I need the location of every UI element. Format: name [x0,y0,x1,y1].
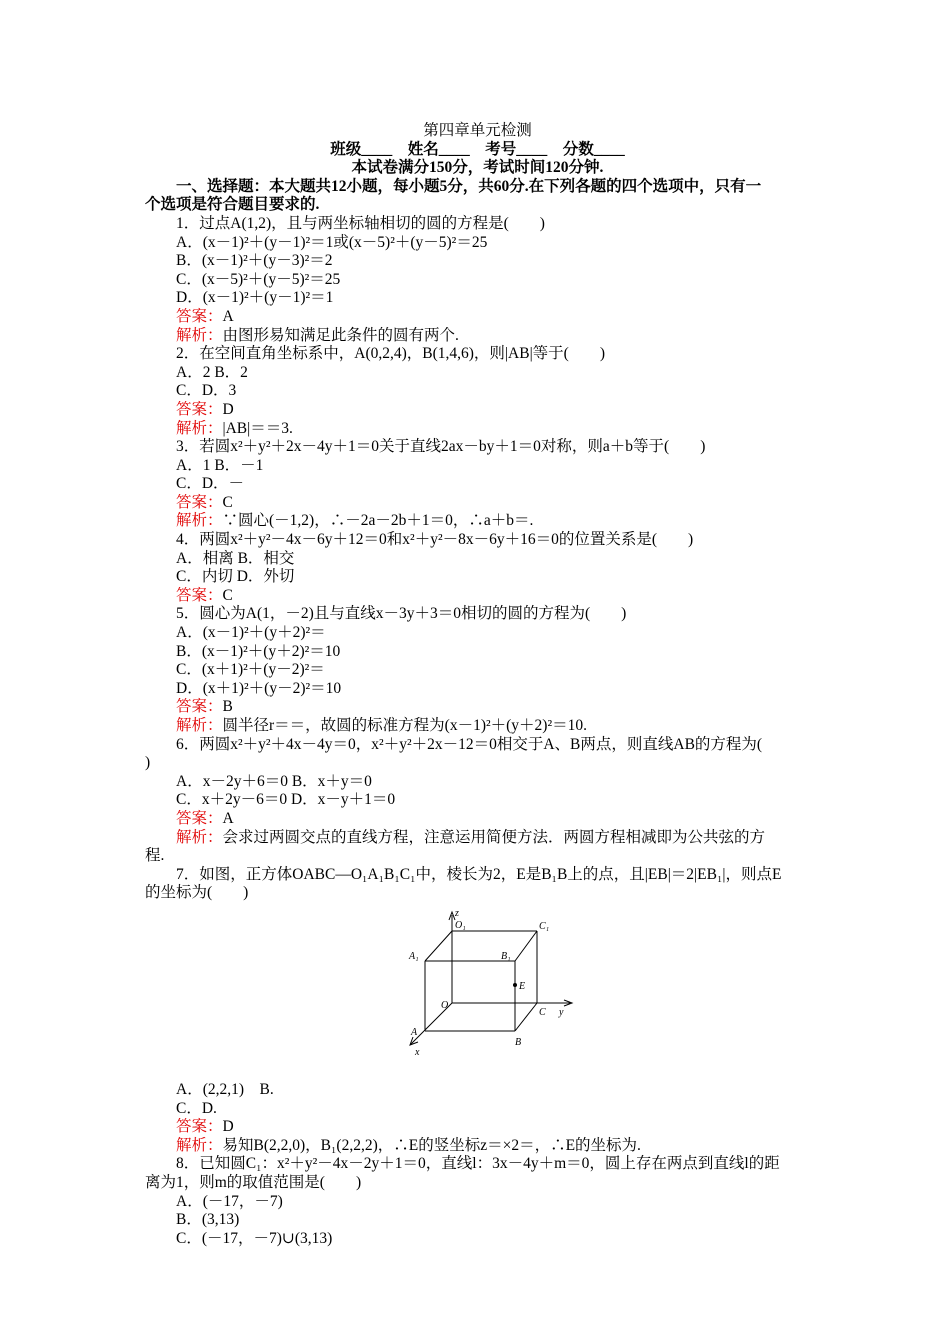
answer-label: 答案： [176,1118,223,1136]
analysis-label: 解析： [176,419,223,437]
label-z: z [455,907,459,919]
q8-option-c: C．(－17，－7)∪(3,13) [176,1229,333,1247]
q1-analysis [145,327,810,346]
label-e: E [519,980,526,992]
point-e [513,983,517,987]
q7-analysis [145,1137,810,1156]
q8-stem: 8．已知圆C₁：x²＋y²－4x－2y＋1＝0，直线l：3x－4y＋m＝0，圆上存在两点到直线l的距 [176,1155,780,1173]
q6-stem: 6．两圆x²＋y²＋4x－4y＝0，x²＋y²＋2x－12＝0相交于A、B两点，则直线AB的方程为( [176,735,763,753]
cube-figure [145,903,810,1081]
q1-option-d: D．(x－1)²＋(y－1)²＝1 [176,289,334,307]
label-c1: C₁ [539,920,550,932]
analysis-label: 解析： [176,1136,223,1154]
q1-option-a: A．(x－1)²＋(y－1)²＝1或(x－5)²＋(y－5)²＝25 [176,233,488,251]
label-b1: B₁ [501,950,511,962]
q2-options-ab: A．2 B．2 [176,363,248,381]
q3-answer-value: C [222,493,233,511]
q5-option-b: B．(x－1)²＋(y＋2)²＝10 [176,642,341,660]
q8-stem-cont: 离为1，则m的取值范围是( ) [145,1173,362,1191]
analysis-label: 解析： [176,512,223,530]
q1-answer [145,308,810,327]
q5-analysis [145,717,810,736]
answer-label: 答案： [176,809,223,827]
section-heading-cont: 个选项是符合题目要求的. [145,196,320,214]
q5-stem: 5．圆心为A(1，－2)且与直线x－3y＋3＝0相切的圆的方程为( ) [176,605,627,623]
q4-answer [145,587,810,606]
answer-label: 答案： [176,400,223,418]
q2-answer [145,401,810,420]
q4-answer-value: C [222,586,233,604]
q2-analysis [145,420,810,439]
q1-option-c: C．(x－5)²＋(y－5)²＝25 [176,270,341,288]
q1-answer-value: A [222,307,234,325]
q5-option-c: C．(x＋1)²＋(y－2)²＝ [176,661,325,679]
q6-answer [145,810,810,829]
analysis-label: 解析： [176,828,223,846]
label-a1: A₁ [409,950,419,962]
answer-label: 答案： [176,493,223,511]
q2-analysis-text: |AB|＝＝3. [222,419,293,437]
q3-options-cd: C．D．－ [176,475,245,493]
label-y: y [559,1006,564,1018]
q7-analysis-text: 易知B(2,2,0)，B₁(2,2,2)，∴E的竖坐标z＝×2＝，∴E的坐标为. [222,1136,641,1154]
q6-analysis-text: 会求过两圆交点的直线方程，注意运用简便方法．两圆方程相减即为公共弦的方 [222,828,766,846]
q5-option-a: A．(x－1)²＋(y＋2)²＝ [176,624,326,642]
q3-analysis [145,512,810,531]
q5-option-d: D．(x＋1)²＋(y－2)²＝10 [176,679,342,697]
q8-option-b: B．(3,13) [176,1211,240,1229]
q4-options-ab: A．相离 B．相交 [176,549,295,567]
label-x: x [415,1046,420,1058]
q7-answer-value: D [222,1118,234,1136]
q5-analysis-text: 圆半径r＝＝，故圆的标准方程为(x－1)²＋(y＋2)²＝10. [222,717,587,734]
q7-stem-cont: 的坐标为( ) [145,884,249,902]
q7-options-cd: C．D. [176,1099,217,1117]
q1-analysis-text: 由图形易知满足此条件的圆有两个. [222,326,459,344]
q6-answer-value: A [222,809,234,827]
label-o1: O₁ [455,919,466,931]
edge-o1-a1 [425,931,452,961]
q6-stem-cont: ) [145,754,151,772]
label-a: A [411,1026,418,1038]
document-page [145,122,810,1248]
q8-option-a: A．(－17，－7) [176,1192,283,1210]
exam-note: 本试卷满分150分，考试时间120分钟. [351,159,604,177]
edge-b-c [515,1003,537,1031]
edge-c1-b1 [515,931,537,961]
q7-answer [145,1118,810,1137]
answer-label: 答案： [176,586,223,604]
q6-analysis-cont: 程. [145,847,165,865]
q2-options-cd: C．D．3 [176,382,237,400]
q5-answer [145,698,810,717]
q4-options-cd: C．内切 D．外切 [176,568,295,586]
page-title: 第四章单元检测 [423,122,532,139]
analysis-label: 解析： [176,326,223,344]
analysis-label: 解析： [176,717,223,734]
q3-answer [145,494,810,513]
q2-stem: 2．在空间直角坐标系中，A(0,2,4)，B(1,4,6)，则|AB|等于( ) [176,345,605,363]
q3-analysis-text: ∵圆心(－1,2)，∴－2a－2b＋1＝0，∴a＋b＝. [222,512,534,530]
answer-label: 答案： [176,307,223,325]
answer-label: 答案： [176,698,223,716]
q6-options-cd: C．x＋2y－6＝0 D．x－y＋1＝0 [176,791,396,809]
q7-stem: 7．如图，正方体OABC—O₁A₁B₁C₁中，棱长为2，E是B₁B上的点，且|EB|＝2|EB₁|，则点E [176,865,782,883]
q2-answer-value: D [222,400,234,418]
q1-stem: 1．过点A(1,2)，且与两坐标轴相切的圆的方程是( ) [176,214,545,232]
q1-option-b: B．(x－1)²＋(y－3)²＝2 [176,252,333,270]
q5-answer-value: B [222,698,233,716]
section-heading: 一、选择题：本大题共12小题，每小题5分，共60分.在下列各题的四个选项中，只有一 [176,177,762,195]
q6-options-ab: A．x－2y＋6＝0 B．x＋y＝0 [176,772,372,790]
student-info-line: 班级____ 姓名____ 考号____ 分数____ [330,140,625,158]
label-c: C [539,1006,546,1018]
q3-stem: 3．若圆x²＋y²＋2x－4y＋1＝0关于直线2ax－by＋1＝0对称，则a＋b等于( ) [176,438,706,456]
label-b: B [515,1036,522,1048]
q4-stem: 4．两圆x²＋y²－4x－6y＋12＝0和x²＋y²－8x－6y＋16＝0的位置关系是( ) [176,531,694,549]
q7-options-ab: A．(2,2,1) B. [176,1080,274,1098]
q6-analysis [145,829,810,848]
q3-options-ab: A．1 B．－1 [176,456,264,474]
label-o: O [441,999,449,1011]
cube-diagram [405,907,575,1072]
